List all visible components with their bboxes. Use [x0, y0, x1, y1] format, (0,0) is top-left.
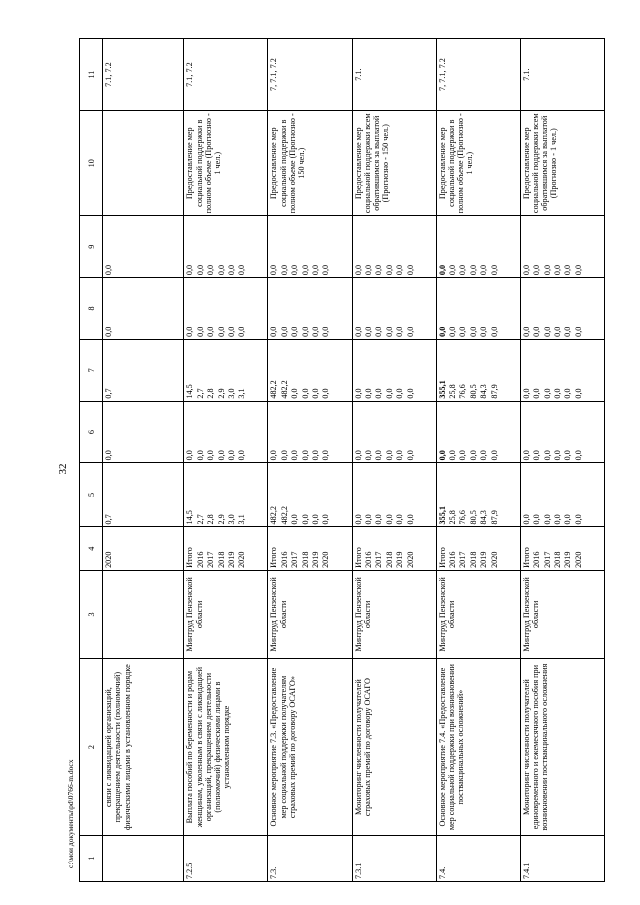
cell-value: 0,0	[300, 264, 310, 276]
cell-value: 0,0	[458, 450, 468, 461]
footer-file-path: c:\мои документы\pd\0766-m.docx	[66, 759, 75, 868]
cell-value: 0,0	[216, 450, 226, 461]
year-column	[103, 527, 184, 570]
indicator-link: 7, 7.1, 7.2	[268, 39, 352, 111]
cell-value: 0,0	[104, 264, 114, 276]
cell-value: 0,0	[353, 514, 363, 525]
cell-value: 0,0	[532, 450, 542, 461]
cell-value: 0,0	[395, 264, 405, 276]
cell-value: 0,0	[321, 388, 331, 399]
cell-value: 80,5	[468, 510, 478, 525]
cell-value: 0,0	[468, 326, 478, 337]
funding-v8	[352, 278, 436, 340]
cell-value: 0,0	[448, 450, 458, 461]
cell-value: 0,0	[384, 388, 394, 399]
cell-value: 0,0	[290, 388, 300, 399]
cell-value: 0,0	[290, 450, 300, 461]
cell-value: 0,0	[206, 326, 216, 337]
cell-value: 0,0	[405, 450, 415, 461]
expected-result	[103, 111, 184, 216]
measure-name: Основное мероприятие 7.4. «Предоставление мер социальной поддержки при возникновении поствакцинальных осложнений»	[436, 658, 520, 835]
funding-v6	[352, 401, 436, 463]
cell-value: 0,0	[542, 514, 552, 525]
cell-value: 0,0	[573, 514, 583, 525]
cell-value: 0,0	[226, 264, 236, 276]
cell-value: 0,0	[405, 388, 415, 399]
funding-v8	[268, 278, 352, 340]
column-number-10: 10	[80, 111, 103, 216]
funding-v7	[103, 339, 184, 401]
cell-value: 2020	[321, 551, 331, 568]
funding-v7	[436, 339, 520, 401]
cell-value: 0,0	[300, 450, 310, 461]
expected-result: Предоставление мер социальной поддержки всем обратившимся за выплатой (Прогнозно - 1 чел.)	[520, 111, 604, 216]
column-number-1: 1	[80, 836, 103, 882]
cell-value: 0,0	[395, 388, 405, 399]
funding-v7	[268, 339, 352, 401]
cell-value: 2020	[489, 551, 499, 568]
cell-value: 0,0	[521, 326, 531, 337]
cell-value: 87,9	[489, 384, 499, 399]
cell-value: 0,0	[521, 264, 531, 276]
cell-value: 0,0	[279, 450, 289, 461]
cell-value: 0,0	[521, 388, 531, 399]
cell-value: 0,0	[374, 450, 384, 461]
cell-value: 0,0	[226, 326, 236, 337]
year-column	[352, 527, 436, 570]
cell-value: 0,0	[542, 450, 552, 461]
cell-value: 0,0	[374, 264, 384, 276]
cell-value: 0,0	[532, 326, 542, 337]
cell-value: 0,0	[226, 450, 236, 461]
table-row	[352, 39, 436, 882]
cell-value: 2020	[104, 551, 114, 568]
year-column	[268, 527, 352, 570]
cell-value: 0,0	[216, 326, 226, 337]
cell-value: 0,0	[311, 514, 321, 525]
cell-value: 2017	[206, 551, 216, 568]
cell-value: 0,0	[437, 264, 447, 276]
cell-value: 0,0	[384, 514, 394, 525]
cell-value: 0,0	[206, 450, 216, 461]
cell-value: 0,0	[458, 326, 468, 337]
table-row	[184, 39, 268, 882]
indicator-link: 7, 7.1, 7.2	[436, 39, 520, 111]
cell-value: 0,0	[552, 388, 562, 399]
cell-value: 0,0	[521, 514, 531, 525]
funding-v7	[184, 339, 268, 401]
cell-value: 0,0	[532, 514, 542, 525]
funding-v8	[520, 278, 604, 340]
table-stage	[79, 38, 605, 882]
cell-value: 0,0	[311, 388, 321, 399]
cell-value: 25,8	[448, 384, 458, 399]
measure-name: связи с ликвидацией организаций, прекращением деятельности (полномочий) физическими лицами в установленном порядке	[103, 658, 184, 835]
cell-value: 0,0	[573, 326, 583, 337]
column-number-11: 11	[80, 39, 103, 111]
cell-value: 355,1	[437, 380, 447, 399]
cell-value: 0,0	[405, 264, 415, 276]
cell-value: 0,0	[448, 326, 458, 337]
cell-value: 0,0	[563, 388, 573, 399]
cell-value: 0,0	[311, 264, 321, 276]
cell-value: 0,0	[104, 450, 114, 461]
cell-value: 0,0	[300, 514, 310, 525]
cell-value: 2019	[226, 551, 236, 568]
funding-v9	[352, 216, 436, 278]
cell-value: 25,8	[448, 510, 458, 525]
cell-value: 2016	[363, 551, 373, 568]
funding-v5	[184, 463, 268, 527]
cell-value: 2018	[552, 551, 562, 568]
cell-value: 0,0	[321, 450, 331, 461]
year-column	[436, 527, 520, 570]
cell-value: 2019	[395, 551, 405, 568]
column-number-6: 6	[80, 401, 103, 463]
cell-value: 0,0	[563, 514, 573, 525]
cell-value: 76,6	[458, 384, 468, 399]
cell-value: 0,0	[363, 450, 373, 461]
funding-v8	[436, 278, 520, 340]
cell-value: 2017	[374, 551, 384, 568]
row-number	[103, 836, 184, 882]
cell-value: 482,2	[279, 380, 289, 399]
funding-v8	[184, 278, 268, 340]
cell-value: 2019	[311, 551, 321, 568]
cell-value: 0,7	[104, 514, 114, 525]
cell-value: 0,0	[489, 326, 499, 337]
cell-value: 2016	[448, 551, 458, 568]
cell-value: 0,0	[521, 450, 531, 461]
cell-value: 14,5	[185, 510, 195, 525]
cell-value: 0,0	[269, 450, 279, 461]
cell-value: 0,0	[237, 264, 247, 276]
column-number-7: 7	[80, 339, 103, 401]
cell-value: 0,0	[532, 388, 542, 399]
cell-value: 0,0	[321, 514, 331, 525]
cell-value: 0,0	[458, 264, 468, 276]
funding-v6	[436, 401, 520, 463]
cell-value: 0,0	[216, 264, 226, 276]
cell-value: 0,0	[353, 450, 363, 461]
cell-value: 3,0	[226, 388, 236, 399]
cell-value: 482,2	[279, 506, 289, 525]
cell-value: 0,0	[321, 264, 331, 276]
cell-value: 0,0	[353, 264, 363, 276]
cell-value: 2016	[279, 551, 289, 568]
cell-value: 3,0	[226, 514, 236, 525]
cell-value: 2016	[195, 551, 205, 568]
cell-value: 0,0	[300, 388, 310, 399]
funding-v9	[184, 216, 268, 278]
cell-value: 0,7	[104, 388, 114, 399]
measure-name: Основное мероприятие 7.3. «Предоставление мер социальной поддержки получателям страховых премий по договору ОСАГО»	[268, 658, 352, 835]
cell-value: Итого	[269, 547, 279, 568]
cell-value: 0,0	[363, 388, 373, 399]
program-measures-table	[79, 38, 605, 882]
continuation-row	[103, 39, 184, 882]
cell-value: 0,0	[468, 450, 478, 461]
funding-v5	[352, 463, 436, 527]
funding-v6	[268, 401, 352, 463]
cell-value: 0,0	[290, 326, 300, 337]
cell-value: 2018	[216, 551, 226, 568]
table-row	[520, 39, 604, 882]
funding-v9	[103, 216, 184, 278]
indicator-link: 7.1, 7.2	[103, 39, 184, 111]
cell-value: 0,0	[395, 514, 405, 525]
cell-value: 0,0	[405, 326, 415, 337]
column-number-8: 8	[80, 278, 103, 340]
funding-v5	[268, 463, 352, 527]
row-number: 7.4.1	[520, 836, 604, 882]
cell-value: 2018	[468, 551, 478, 568]
indicator-link: 7.1.	[520, 39, 604, 111]
year-column	[520, 527, 604, 570]
cell-value: 0,0	[290, 264, 300, 276]
cell-value: 0,0	[353, 326, 363, 337]
cell-value: 2020	[237, 551, 247, 568]
executor: Минтруд Пензенской области	[184, 570, 268, 658]
cell-value: 0,0	[552, 264, 562, 276]
funding-v8	[103, 278, 184, 340]
header-row	[80, 39, 103, 882]
row-number: 7.4.	[436, 836, 520, 882]
executor: Минтруд Пензенской области	[352, 570, 436, 658]
funding-v9	[436, 216, 520, 278]
cell-value: 0,0	[479, 450, 489, 461]
cell-value: 355,1	[437, 506, 447, 525]
cell-value: 76,6	[458, 510, 468, 525]
column-number-5: 5	[80, 463, 103, 527]
cell-value: 2018	[384, 551, 394, 568]
cell-value: 0,0	[437, 326, 447, 337]
cell-value: 0,0	[363, 514, 373, 525]
cell-value: 0,0	[489, 450, 499, 461]
cell-value: 3,1	[237, 514, 247, 525]
cell-value: 0,0	[374, 514, 384, 525]
cell-value: 482,2	[269, 506, 279, 525]
expected-result: Предоставление мер социальной поддержки в полном объеме (Прогнозно - 1 чел.)	[184, 111, 268, 216]
indicator-link: 7.1.	[352, 39, 436, 111]
cell-value: 0,0	[542, 264, 552, 276]
cell-value: 0,0	[237, 450, 247, 461]
cell-value: 0,0	[279, 326, 289, 337]
executor: Минтруд Пензенской области	[520, 570, 604, 658]
funding-v5	[520, 463, 604, 527]
funding-v6	[103, 401, 184, 463]
funding-v9	[268, 216, 352, 278]
executor: Минтруд Пензенской области	[436, 570, 520, 658]
cell-value: 0,0	[384, 264, 394, 276]
funding-v9	[520, 216, 604, 278]
cell-value: 2,8	[206, 388, 216, 399]
column-number-2: 2	[80, 658, 103, 835]
cell-value: 0,0	[563, 326, 573, 337]
cell-value: 84,3	[479, 384, 489, 399]
cell-value: 0,0	[311, 326, 321, 337]
cell-value: 2,9	[216, 514, 226, 525]
cell-value: 0,0	[206, 264, 216, 276]
cell-value: 84,3	[479, 510, 489, 525]
measure-name: Мониторинг численности получателей единовременного и ежемесячного пособия при возникновении поствакцинального осложнения	[520, 658, 604, 835]
cell-value: 87,9	[489, 510, 499, 525]
table-body	[80, 39, 605, 882]
cell-value: 0,0	[363, 264, 373, 276]
cell-value: 0,0	[468, 264, 478, 276]
cell-value: 0,0	[195, 264, 205, 276]
cell-value: 0,0	[279, 264, 289, 276]
table-row	[268, 39, 352, 882]
executor: Минтруд Пензенской области	[268, 570, 352, 658]
row-number: 7.2.5	[184, 836, 268, 882]
indicator-link: 7.1, 7.2	[184, 39, 268, 111]
cell-value: 0,0	[311, 450, 321, 461]
cell-value: 0,0	[384, 450, 394, 461]
cell-value: 0,0	[437, 450, 447, 461]
funding-v6	[520, 401, 604, 463]
cell-value: 0,0	[104, 326, 114, 337]
cell-value: 80,5	[468, 384, 478, 399]
measure-name: Мониторинг численности получателей страховых премий по договору ОСАГО	[352, 658, 436, 835]
cell-value: 0,0	[290, 514, 300, 525]
executor	[103, 570, 184, 658]
cell-value: 0,0	[185, 450, 195, 461]
cell-value: 2017	[458, 551, 468, 568]
measure-name: Выплата пособий по беременности и родам женщинам, уволенным в связи с ликвидацией организаций, прекращением деятельности (полномочий) физическими лицами в установленном порядке	[184, 658, 268, 835]
cell-value: 0,0	[269, 326, 279, 337]
cell-value: Итого	[185, 547, 195, 568]
cell-value: 0,0	[563, 264, 573, 276]
cell-value: 2020	[573, 551, 583, 568]
cell-value: 0,0	[185, 264, 195, 276]
cell-value: 0,0	[395, 450, 405, 461]
funding-v6	[184, 401, 268, 463]
cell-value: 0,0	[573, 264, 583, 276]
cell-value: 0,0	[321, 326, 331, 337]
cell-value: 3,1	[237, 388, 247, 399]
cell-value: 0,0	[374, 388, 384, 399]
cell-value: 0,0	[552, 514, 562, 525]
funding-v5	[103, 463, 184, 527]
expected-result: Предоставление мер социальной поддержки в полном объеме (Прогнозно - 1 чел.)	[436, 111, 520, 216]
cell-value: 0,0	[563, 450, 573, 461]
cell-value: 2019	[479, 551, 489, 568]
cell-value: 0,0	[552, 326, 562, 337]
cell-value: 0,0	[300, 326, 310, 337]
funding-v5	[436, 463, 520, 527]
cell-value: Итого	[353, 547, 363, 568]
cell-value: 0,0	[532, 264, 542, 276]
cell-value: Итого	[521, 547, 531, 568]
cell-value: 0,0	[448, 264, 458, 276]
cell-value: 0,0	[479, 264, 489, 276]
cell-value: 0,0	[542, 326, 552, 337]
cell-value: 2018	[300, 551, 310, 568]
cell-value: 0,0	[195, 450, 205, 461]
cell-value: 0,0	[542, 388, 552, 399]
cell-value: 2,7	[195, 514, 205, 525]
cell-value: 2017	[542, 551, 552, 568]
cell-value: 0,0	[489, 264, 499, 276]
column-number-4: 4	[80, 527, 103, 570]
cell-value: 0,0	[269, 264, 279, 276]
cell-value: 0,0	[195, 326, 205, 337]
cell-value: 0,0	[384, 326, 394, 337]
cell-value: 0,0	[374, 326, 384, 337]
cell-value: 0,0	[405, 514, 415, 525]
expected-result: Предоставление мер социальной поддержки в полном объеме (Прогнозно - 150 чел.)	[268, 111, 352, 216]
expected-result: Предоставление мер социальной поддержки всем обратившимся за выплатой (Прогнозно - 150 чел.)	[352, 111, 436, 216]
cell-value: 0,0	[353, 388, 363, 399]
cell-value: 14,5	[185, 384, 195, 399]
funding-v7	[352, 339, 436, 401]
column-number-3: 3	[80, 570, 103, 658]
cell-value: 0,0	[237, 326, 247, 337]
cell-value: 0,0	[363, 326, 373, 337]
cell-value: 0,0	[395, 326, 405, 337]
cell-value: 0,0	[552, 450, 562, 461]
cell-value: 2017	[290, 551, 300, 568]
cell-value: 2,7	[195, 388, 205, 399]
funding-v7	[520, 339, 604, 401]
cell-value: 2020	[405, 551, 415, 568]
year-column	[184, 527, 268, 570]
cell-value: 0,0	[479, 326, 489, 337]
cell-value: Итого	[437, 547, 447, 568]
cell-value: 0,0	[573, 450, 583, 461]
cell-value: 482,2	[269, 380, 279, 399]
cell-value: 0,0	[573, 388, 583, 399]
cell-value: 2016	[532, 551, 542, 568]
page-number: 32	[57, 463, 69, 475]
row-number: 7.3.	[268, 836, 352, 882]
column-number-9: 9	[80, 216, 103, 278]
cell-value: 2019	[563, 551, 573, 568]
table-row	[436, 39, 520, 882]
cell-value: 2,9	[216, 388, 226, 399]
cell-value: 0,0	[185, 326, 195, 337]
row-number: 7.3.1	[352, 836, 436, 882]
cell-value: 2,8	[206, 514, 216, 525]
